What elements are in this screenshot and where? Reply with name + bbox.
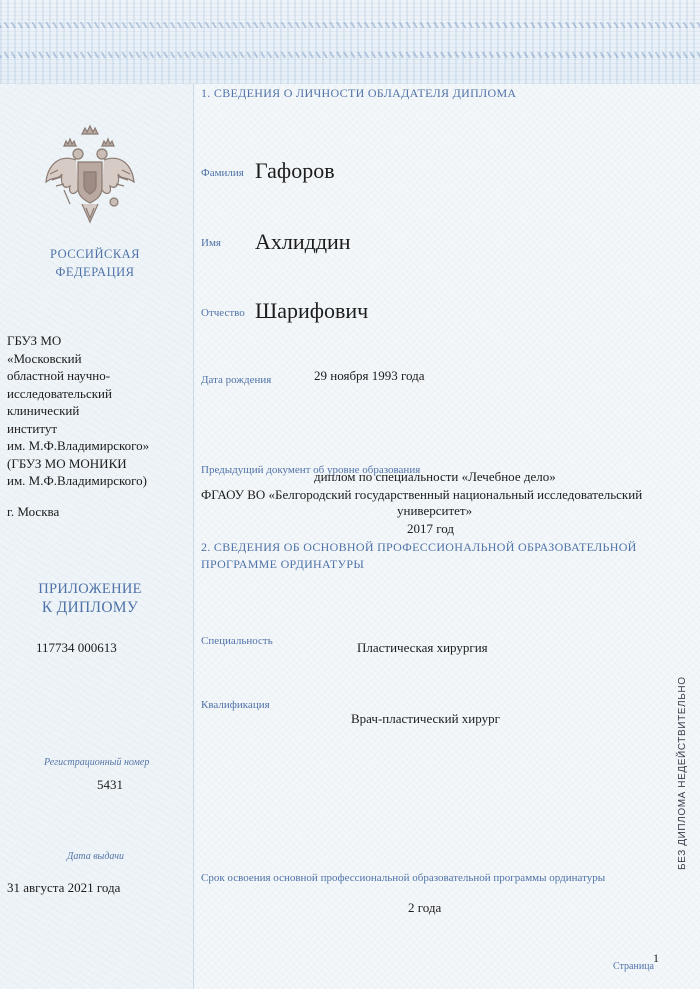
org-line: институт [7,420,58,436]
russian-coat-of-arms-icon [40,124,140,229]
org-line: клинический [7,403,80,418]
org-line: областной научно- [7,368,111,383]
org-line: (ГБУЗ МО МОНИКИ [7,455,127,471]
section2-title-line1: 2. СВЕДЕНИЯ ОБ ОСНОВНОЙ ПРОФЕССИОНАЛЬНОЙ ОБРАЗОВАТЕЛЬНОЙ [201,540,637,554]
specialty-value: Пластическая хирургия [357,640,488,655]
qualification-label: Квалификация [201,699,270,711]
birth-date-label: Дата рождения [201,374,272,386]
org-line: ГБУЗ МО [7,333,62,348]
previous-document-label: Предыдущий документ об уровне образования [201,464,421,476]
country-name-line2: ФЕДЕРАЦИЯ [55,265,135,279]
org-line: им. М.Ф.Владимирского» [7,438,150,453]
specialty-label: Специальность [201,635,273,647]
section2-title-line2: ПРОГРАММЕ ОРДИНАТУРЫ [201,557,365,571]
org-line: им. М.Ф.Владимирского) [7,473,147,488]
appendix-title-line2: К ДИПЛОМУ [41,599,139,616]
registration-number: 5431 [97,777,123,792]
section1-title: 1. СВЕДЕНИЯ О ЛИЧНОСТИ ОБЛАДАТЕЛЯ ДИПЛОМА [201,86,517,100]
form-number: 117734 000613 [36,640,117,655]
org-line: исследовательский [7,385,112,401]
previous-document-year: 2017 год [407,521,454,536]
registration-number-label: Регистрационный номер [44,757,150,768]
page-number: 1 [653,951,659,965]
city: г. Москва [7,504,60,519]
page-label: Страница [613,961,654,972]
program-term-label: Срок освоения основной профессиональной образовательной программы ординатуры [201,872,606,884]
surname-value: Гафоров [255,158,335,183]
patronymic-value: Шарифович [255,298,369,323]
given-name-label: Имя [201,237,221,249]
appendix-title-line1: ПРИЛОЖЕНИЕ [38,581,142,597]
patronymic-label: Отчество [201,307,245,319]
qualification-value: Врач-пластический хирург [351,711,500,726]
previous-document-line1: диплом по специальности «Лечебное дело» [314,469,556,484]
security-band [0,0,700,84]
program-term-value: 2 года [408,900,442,915]
surname-label: Фамилия [201,167,244,179]
given-name-value: Ахлиддин [255,229,351,254]
issue-date: 31 августа 2021 года [7,880,121,895]
issuing-organization [7,332,149,490]
previous-document-line3: университет» [397,503,473,518]
issue-date-label: Дата выдачи [67,851,125,862]
birth-date-value: 29 ноября 1993 года [314,368,425,383]
org-line: «Московский [7,350,82,366]
validity-note-vertical: БЕЗ ДИПЛОМА НЕДЕЙСТВИТЕЛЬНО [677,676,688,870]
country-name-line1: РОССИЙСКАЯ [49,247,141,261]
previous-document-line2: ФГАОУ ВО «Белгородский государственный национальный исследовательский [201,487,643,502]
